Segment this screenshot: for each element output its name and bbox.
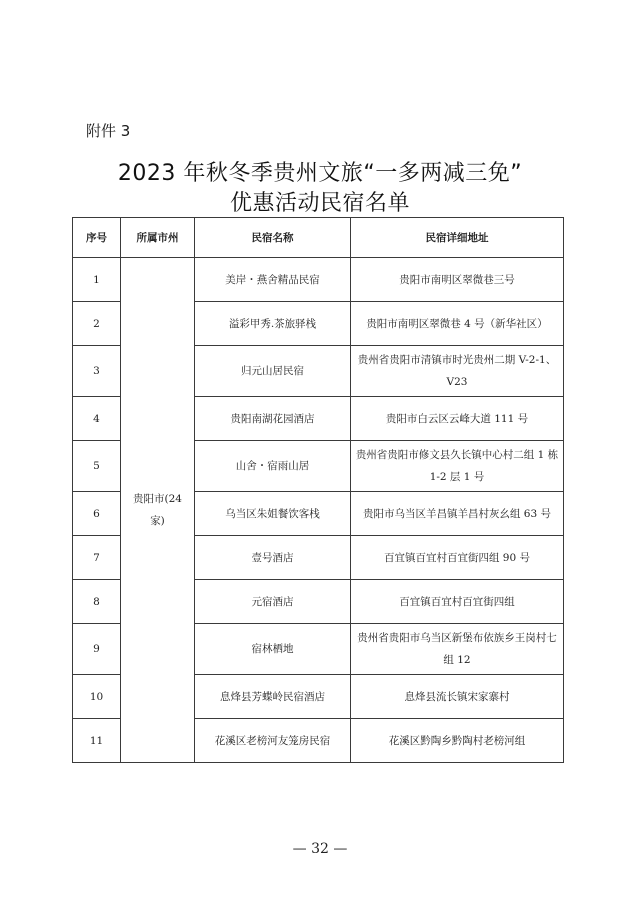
row-index: 1 (73, 258, 121, 302)
row-name: 山舍・宿雨山居 (195, 441, 351, 492)
row-index: 3 (73, 346, 121, 397)
row-name: 归元山居民宿 (195, 346, 351, 397)
header-city: 所属市州 (121, 218, 195, 258)
row-address: 息烽县流长镇宋家寨村 (351, 675, 564, 719)
row-address: 贵州省贵阳市清镇市时光贵州二期 V-2-1、V23 (351, 346, 564, 397)
row-name: 壹号酒店 (195, 536, 351, 580)
row-index: 8 (73, 580, 121, 624)
row-address: 百宜镇百宜村百宜街四组 (351, 580, 564, 624)
row-address: 百宜镇百宜村百宜街四组 90 号 (351, 536, 564, 580)
row-index: 4 (73, 397, 121, 441)
row-address: 花溪区黔陶乡黔陶村老榜河组 (351, 719, 564, 763)
header-address: 民宿详细地址 (351, 218, 564, 258)
header-index: 序号 (73, 218, 121, 258)
table-row (73, 258, 564, 302)
document-title-line-2: 优惠活动民宿名单 (229, 191, 410, 216)
row-index: 10 (73, 675, 121, 719)
row-address: 贵阳市南明区翠微巷三号 (351, 258, 564, 302)
row-index: 9 (73, 624, 121, 675)
row-address: 贵州省贵阳市修文县久长镇中心村二组 1 栋 1-2 层 1 号 (351, 441, 564, 492)
homestay-list-table (72, 217, 564, 763)
row-name: 乌当区朱姐餐饮客栈 (195, 492, 351, 536)
row-address: 贵州省贵阳市乌当区新堡布依族乡王岗村七组 12 (351, 624, 564, 675)
page-number: — 32 — (292, 841, 348, 857)
row-address: 贵阳市乌当区羊昌镇羊昌村灰幺组 63 号 (351, 492, 564, 536)
row-index: 5 (73, 441, 121, 492)
row-name: 溢彩甲秀.茶旅驿栈 (195, 302, 351, 346)
row-name: 花溪区老榜河友笼房民宿 (195, 719, 351, 763)
row-address: 贵阳市白云区云峰大道 111 号 (351, 397, 564, 441)
attachment-label: 附件 3 (86, 122, 131, 140)
row-name: 元宿酒店 (195, 580, 351, 624)
row-address: 贵阳市南明区翠微巷 4 号（新华社区） (351, 302, 564, 346)
table-header-row (73, 218, 564, 258)
row-name: 美岸・燕舍精品民宿 (195, 258, 351, 302)
row-index: 11 (73, 719, 121, 763)
row-name: 贵阳南湖花园酒店 (195, 397, 351, 441)
row-index: 6 (73, 492, 121, 536)
city-group-cell: 贵阳市(24 家) (121, 258, 195, 763)
row-index: 2 (73, 302, 121, 346)
header-name: 民宿名称 (195, 218, 351, 258)
document-title-line-1: 2023 年秋冬季贵州文旅“一多两减三免” (117, 161, 523, 186)
row-name: 息烽县芳蝶岭民宿酒店 (195, 675, 351, 719)
row-index: 7 (73, 536, 121, 580)
row-name: 宿林栖地 (195, 624, 351, 675)
